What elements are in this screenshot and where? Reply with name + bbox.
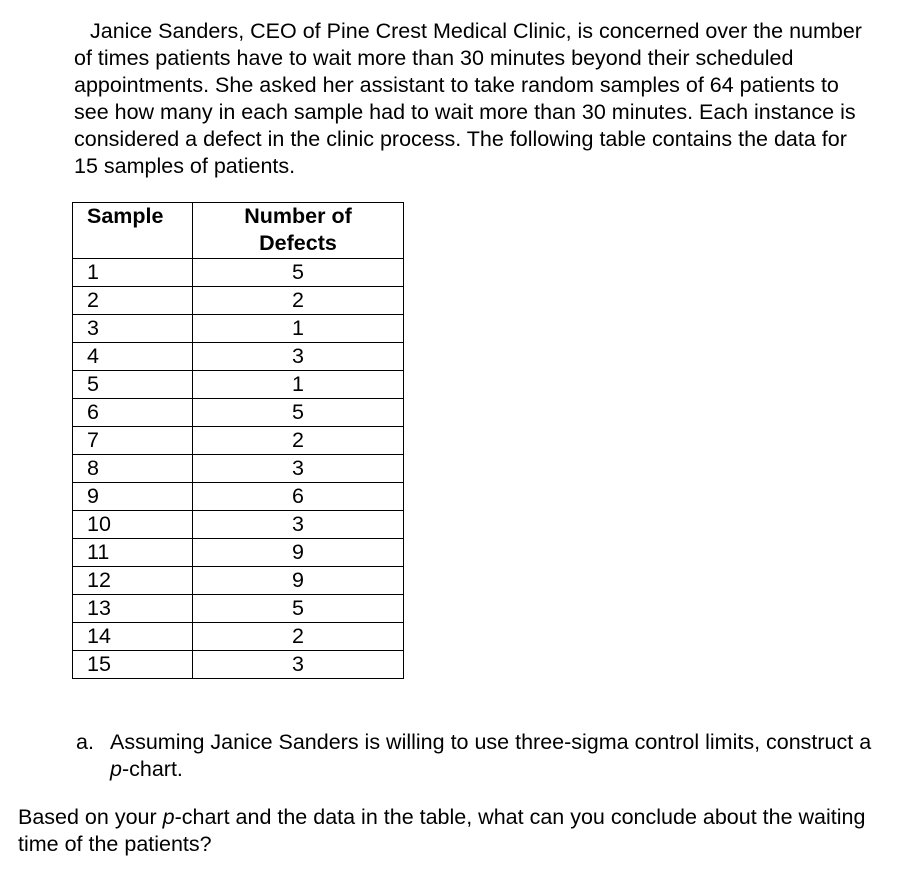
table-row [73, 623, 404, 651]
sample-number-cell: 6 [73, 399, 193, 427]
sample-number-cell: 12 [73, 567, 193, 595]
conclusion-text-after: -chart and the data in the table, what can you conclude about the waiting time of the patients? [18, 805, 866, 856]
defects-count-cell: 3 [193, 343, 404, 371]
defects-count-cell: 3 [193, 455, 404, 483]
table-row [73, 287, 404, 315]
table-row [73, 595, 404, 623]
defects-count-cell: 5 [193, 259, 404, 287]
defects-count-cell: 2 [193, 287, 404, 315]
defects-count-cell: 9 [193, 567, 404, 595]
table-row [73, 455, 404, 483]
conclusion-text-before: Based on your [18, 805, 163, 829]
sample-number-cell: 13 [73, 595, 193, 623]
defects-count-cell: 9 [193, 539, 404, 567]
sample-number-cell: 9 [73, 483, 193, 511]
table-body [73, 259, 404, 679]
defects-count-cell: 5 [193, 399, 404, 427]
sample-number-cell: 2 [73, 287, 193, 315]
table-header-row [73, 203, 404, 259]
conclusion-italic: p [162, 805, 175, 829]
defects-count-cell: 1 [193, 371, 404, 399]
question-a-text [110, 729, 876, 783]
sample-number-cell: 14 [73, 623, 193, 651]
sample-number-cell: 1 [73, 259, 193, 287]
header-defects [193, 203, 404, 259]
defects-count-cell: 6 [193, 483, 404, 511]
table-row [73, 371, 404, 399]
sample-number-cell: 15 [73, 651, 193, 679]
defects-table [72, 202, 404, 679]
sample-number-cell: 7 [73, 427, 193, 455]
table-row [73, 259, 404, 287]
defects-count-cell: 2 [193, 427, 404, 455]
header-defects-line2: Defects [259, 231, 337, 255]
defects-count-cell: 3 [193, 651, 404, 679]
defects-count-cell: 2 [193, 623, 404, 651]
table-row [73, 567, 404, 595]
table-row [73, 511, 404, 539]
question-a-text-before: Assuming Janice Sanders is willing to use three-sigma control limits, construct a [110, 730, 872, 754]
table-row [73, 539, 404, 567]
sample-number-cell: 8 [73, 455, 193, 483]
table-row [73, 399, 404, 427]
sample-number-cell: 4 [73, 343, 193, 371]
table-row [73, 315, 404, 343]
sample-number-cell: 3 [73, 315, 193, 343]
sample-number-cell: 11 [73, 539, 193, 567]
defects-count-cell: 3 [193, 511, 404, 539]
table-row [73, 427, 404, 455]
header-sample: Sample [73, 203, 193, 259]
conclusion-question [18, 804, 888, 858]
sample-number-cell: 5 [73, 371, 193, 399]
header-defects-line1: Number of [244, 204, 352, 228]
question-a-italic: p [110, 757, 122, 781]
problem-intro: Janice Sanders, CEO of Pine Crest Medical Clinic, is concerned over the number of times patients have to wait more than 30 minutes beyond their scheduled appointments. She asked her assistant to take random samples of 64 patients to see how many in each sample had to wait more than 30 minutes. Each instance is considered a defect in the clinic process. The following table contains the data for 15 samples of patients. [74, 19, 862, 178]
table-row [73, 483, 404, 511]
table-row [73, 651, 404, 679]
question-a-marker: a. [76, 730, 94, 754]
question-a-text-after: -chart. [121, 757, 183, 781]
table-row [73, 343, 404, 371]
defects-count-cell: 5 [193, 595, 404, 623]
defects-count-cell: 1 [193, 315, 404, 343]
question-a [76, 729, 876, 783]
sample-number-cell: 10 [73, 511, 193, 539]
